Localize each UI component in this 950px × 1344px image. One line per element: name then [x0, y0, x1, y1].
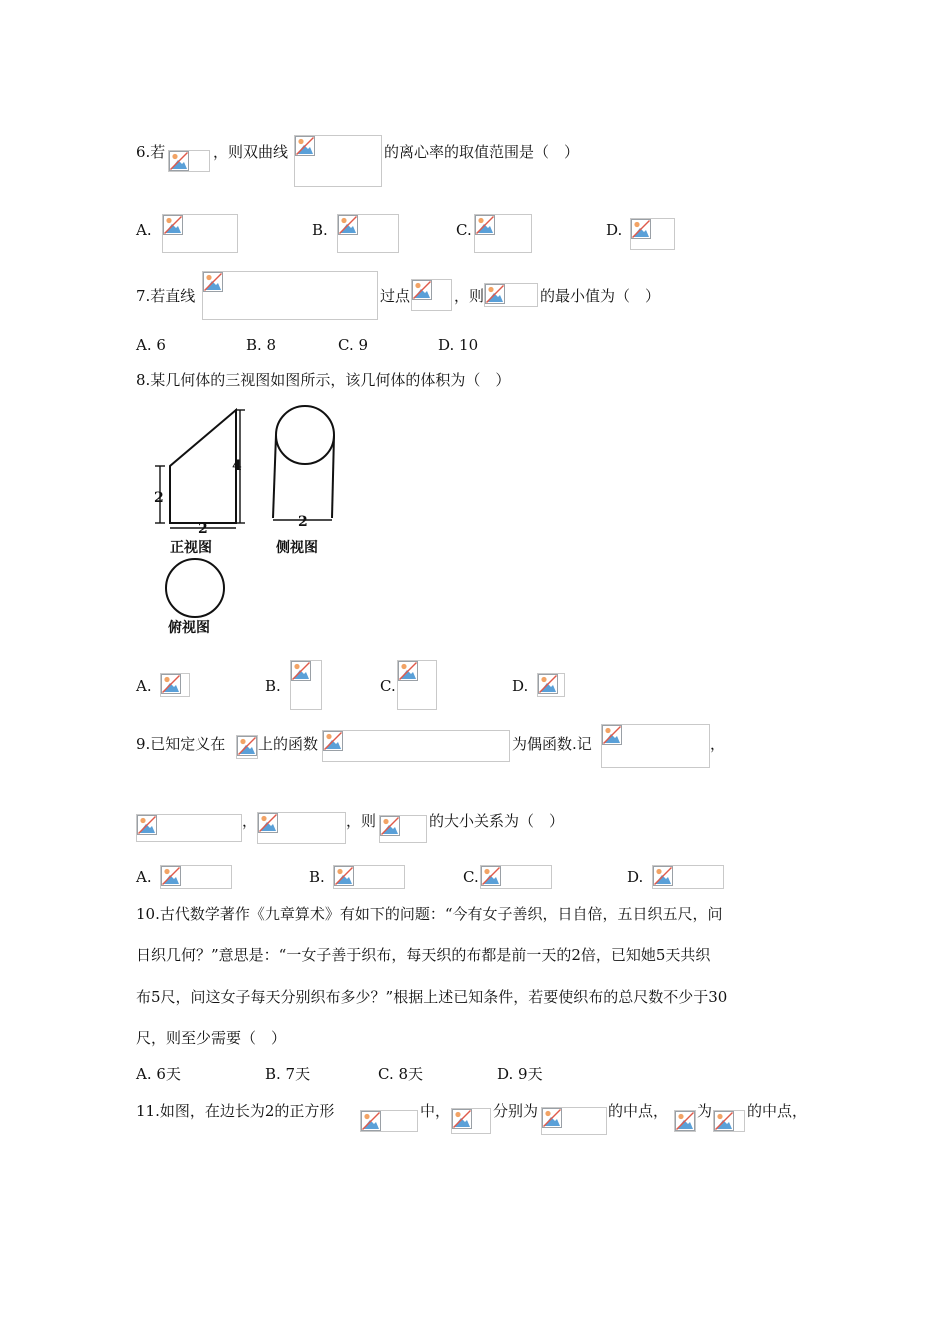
- q6-suffix: 的离心率的取值范围是（ ）: [384, 143, 580, 161]
- three-view-figure: [148, 400, 360, 640]
- broken-image-icon: [484, 283, 538, 307]
- broken-image-icon: [333, 865, 405, 889]
- broken-image-icon: [162, 214, 238, 253]
- q7-suffix: 的最小值为（ ）: [540, 287, 661, 305]
- q8-option-c: C.: [380, 677, 396, 695]
- q6-option-d: D.: [606, 221, 623, 239]
- q9-option-a: A.: [136, 868, 152, 886]
- broken-image-icon: [337, 214, 399, 253]
- broken-image-icon: [360, 1110, 418, 1132]
- q10-line-4: 尺，则至少需要（ ）: [136, 1029, 287, 1047]
- top-view-label: 俯视图: [168, 620, 210, 636]
- q7-option-c: C. 9: [338, 336, 369, 354]
- q9-option-d: D.: [627, 868, 644, 886]
- side-view-label: 侧视图: [276, 540, 318, 556]
- dim-4: 4: [232, 458, 242, 474]
- q11-mid3: 的中点，: [608, 1102, 669, 1120]
- broken-image-icon: [202, 271, 378, 320]
- broken-image-icon: [652, 865, 724, 889]
- q11-prefix: 11.如图，在边长为2的正方形: [136, 1102, 335, 1120]
- broken-image-icon: [160, 673, 190, 697]
- q8-option-b: B.: [265, 677, 281, 695]
- broken-image-icon: [474, 214, 532, 253]
- q9-prefix: 9.已知定义在: [136, 735, 226, 753]
- q9-suffix: 的大小关系为（ ）: [429, 812, 565, 830]
- broken-image-icon: [537, 673, 565, 697]
- q9-option-b: B.: [309, 868, 325, 886]
- q7-mid2: ，则: [454, 287, 485, 305]
- broken-image-icon: [168, 150, 210, 172]
- q7-option-b: B. 8: [246, 336, 277, 354]
- broken-image-icon: [257, 812, 346, 844]
- q6-mid: ，则双曲线: [213, 143, 289, 161]
- broken-image-icon: [411, 279, 452, 311]
- broken-image-icon: [294, 135, 382, 187]
- broken-image-icon: [541, 1107, 607, 1135]
- q11-mid4: 为: [697, 1102, 713, 1120]
- q7-option-a: A. 6: [136, 336, 166, 354]
- broken-image-icon: [136, 814, 242, 842]
- q10-option-a: A. 6天: [136, 1065, 181, 1083]
- q10-line-1: 10.古代数学著作《九章算术》有如下的问题：“今有女子善织，日自倍，五日织五尺，问: [136, 905, 723, 923]
- q7-option-d: D. 10: [438, 336, 479, 354]
- q8-stem: 8.某几何体的三视图如图所示，该几何体的体积为（ ）: [136, 371, 511, 389]
- broken-image-icon: [713, 1110, 745, 1132]
- q9-comma2: ，: [242, 812, 258, 830]
- dim-2-bottom: 2: [198, 521, 208, 537]
- broken-image-icon: [630, 218, 675, 250]
- q9-comma1: ，: [710, 735, 726, 753]
- q9-mid3: ，则: [346, 812, 377, 830]
- dim-2-side: 2: [298, 514, 308, 530]
- q8-option-a: A.: [136, 677, 152, 695]
- q11-suffix: 的中点，: [747, 1102, 808, 1120]
- broken-image-icon: [160, 865, 232, 889]
- q6-prefix: 6.若: [136, 143, 166, 161]
- q7-mid1: 过点: [380, 287, 411, 305]
- q10-option-c: C. 8天: [378, 1065, 424, 1083]
- broken-image-icon: [480, 865, 552, 889]
- broken-image-icon: [451, 1108, 491, 1134]
- q10-option-b: B. 7天: [265, 1065, 311, 1083]
- q11-mid2: 分别为: [493, 1102, 539, 1120]
- q7-prefix: 7.若直线: [136, 287, 196, 305]
- q9-option-c: C.: [463, 868, 479, 886]
- broken-image-icon: [674, 1110, 696, 1132]
- q9-mid2: 为偶函数.记: [512, 735, 592, 753]
- broken-image-icon: [236, 735, 258, 759]
- q6-option-c: C.: [456, 221, 472, 239]
- broken-image-icon: [379, 815, 427, 843]
- q6-option-a: A.: [136, 221, 152, 239]
- broken-image-icon: [290, 660, 322, 710]
- dim-2-left: 2: [154, 490, 164, 506]
- front-view-label: 正视图: [170, 540, 212, 556]
- q8-option-d: D.: [512, 677, 529, 695]
- q10-line-2: 日织几何？”意思是：“一女子善于织布，每天织的布都是前一天的2倍，已知她5天共织: [136, 946, 711, 964]
- q11-mid1: 中，: [420, 1102, 451, 1120]
- q10-line-3: 布5尺，问这女子每天分别织布多少？”根据上述已知条件，若要使织布的总尺数不少于30: [136, 988, 728, 1006]
- q9-mid1: 上的函数: [258, 735, 319, 753]
- q6-option-b: B.: [312, 221, 328, 239]
- q10-option-d: D. 9天: [497, 1065, 543, 1083]
- broken-image-icon: [322, 730, 510, 762]
- broken-image-icon: [397, 660, 437, 710]
- broken-image-icon: [601, 724, 710, 768]
